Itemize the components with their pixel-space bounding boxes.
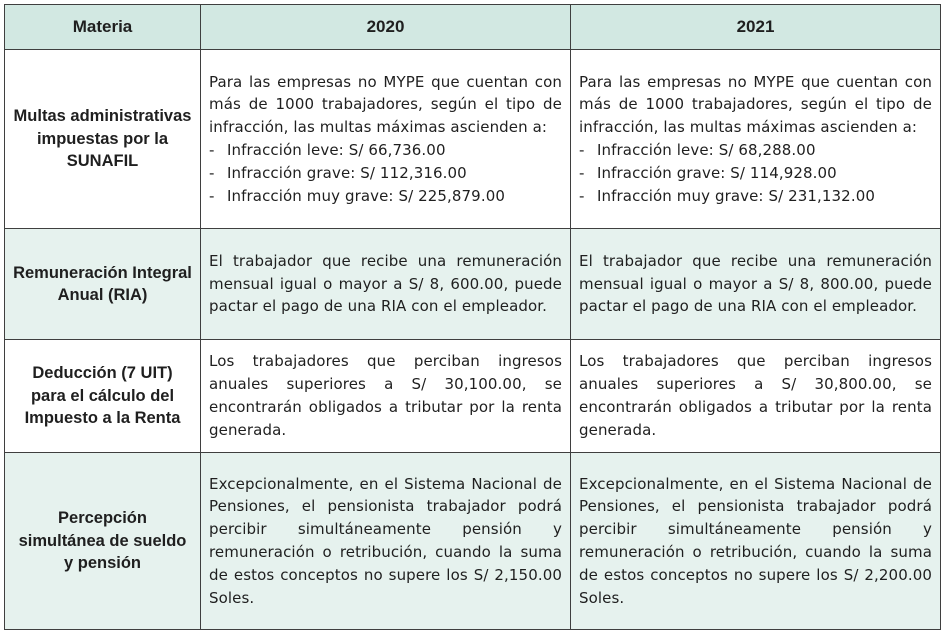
comparison-table: [4, 4, 941, 630]
list-item: - Infracción muy grave: S/ 231,132.00: [579, 186, 875, 205]
multas-2021-list: [579, 139, 932, 207]
table-header: [5, 5, 941, 50]
row-label-ria: Remuneración Integral Anual (RIA): [5, 229, 201, 340]
table-row: [5, 229, 941, 340]
table-row: [5, 340, 941, 453]
table-row: [5, 453, 941, 630]
list-item: - Infracción muy grave: S/ 225,879.00: [209, 186, 505, 205]
multas-2020-list: [209, 139, 562, 207]
cell-deduccion-2020: Los trabajadores que perciban ingresos anuales superiores a S/ 30,100.00, se encontrarán obligados a tributar por la renta generada.: [201, 340, 571, 453]
multas-2020-intro: Para las empresas no MYPE que cuentan con más de 1000 trabajadores, según el tipo de infracción, las multas máximas ascienden a:: [209, 72, 562, 137]
row-label-multas: Multas administrativas impuestas por la SUNAFIL: [5, 50, 201, 229]
header-row: [5, 5, 941, 50]
row-label-deduccion: Deducción (7 UIT) para el cálculo del Impuesto a la Renta: [5, 340, 201, 453]
cell-ria-2020: El trabajador que recibe una remuneración mensual igual o mayor a S/ 8, 600.00, puede pactar el pago de una RIA con el empleador.: [201, 229, 571, 340]
list-item: - Infracción leve: S/ 68,288.00: [579, 141, 816, 159]
cell-deduccion-2021: Los trabajadores que perciban ingresos anuales superiores a S/ 30,800.00, se encontrarán obligados a tributar por la renta generada.: [571, 340, 941, 453]
header-2020: 2020: [201, 5, 571, 50]
multas-2021-intro: Para las empresas no MYPE que cuentan con más de 1000 trabajadores, según el tipo de infracción, las multas máximas ascienden a:: [579, 72, 932, 137]
list-item: - Infracción grave: S/ 112,316.00: [209, 163, 467, 182]
list-item: - Infracción leve: S/ 66,736.00: [209, 141, 446, 159]
row-label-percepcion: Percepción simultánea de sueldo y pensión: [5, 453, 201, 630]
cell-ria-2021: El trabajador que recibe una remuneración mensual igual o mayor a S/ 8, 800.00, puede pactar el pago de una RIA con el empleador.: [571, 229, 941, 340]
list-item: - Infracción grave: S/ 114,928.00: [579, 163, 837, 182]
table-row: [5, 50, 941, 229]
header-materia: Materia: [5, 5, 201, 50]
cell-percepcion-2021: Excepcionalmente, en el Sistema Nacional de Pensiones, el pensionista trabajador podrá percibir simultáneamente pensión y remuneración o retribución, cuando la suma de estos conceptos no supere los S/ 2,200.00 Soles.: [571, 453, 941, 630]
cell-percepcion-2020: Excepcionalmente, en el Sistema Nacional de Pensiones, el pensionista trabajador podrá percibir simultáneamente pensión y remuneración o retribución, cuando la suma de estos conceptos no supere los S/ 2,150.00 Soles.: [201, 453, 571, 630]
cell-multas-2021: [571, 50, 941, 229]
header-2021: 2021: [571, 5, 941, 50]
cell-multas-2020: [201, 50, 571, 229]
